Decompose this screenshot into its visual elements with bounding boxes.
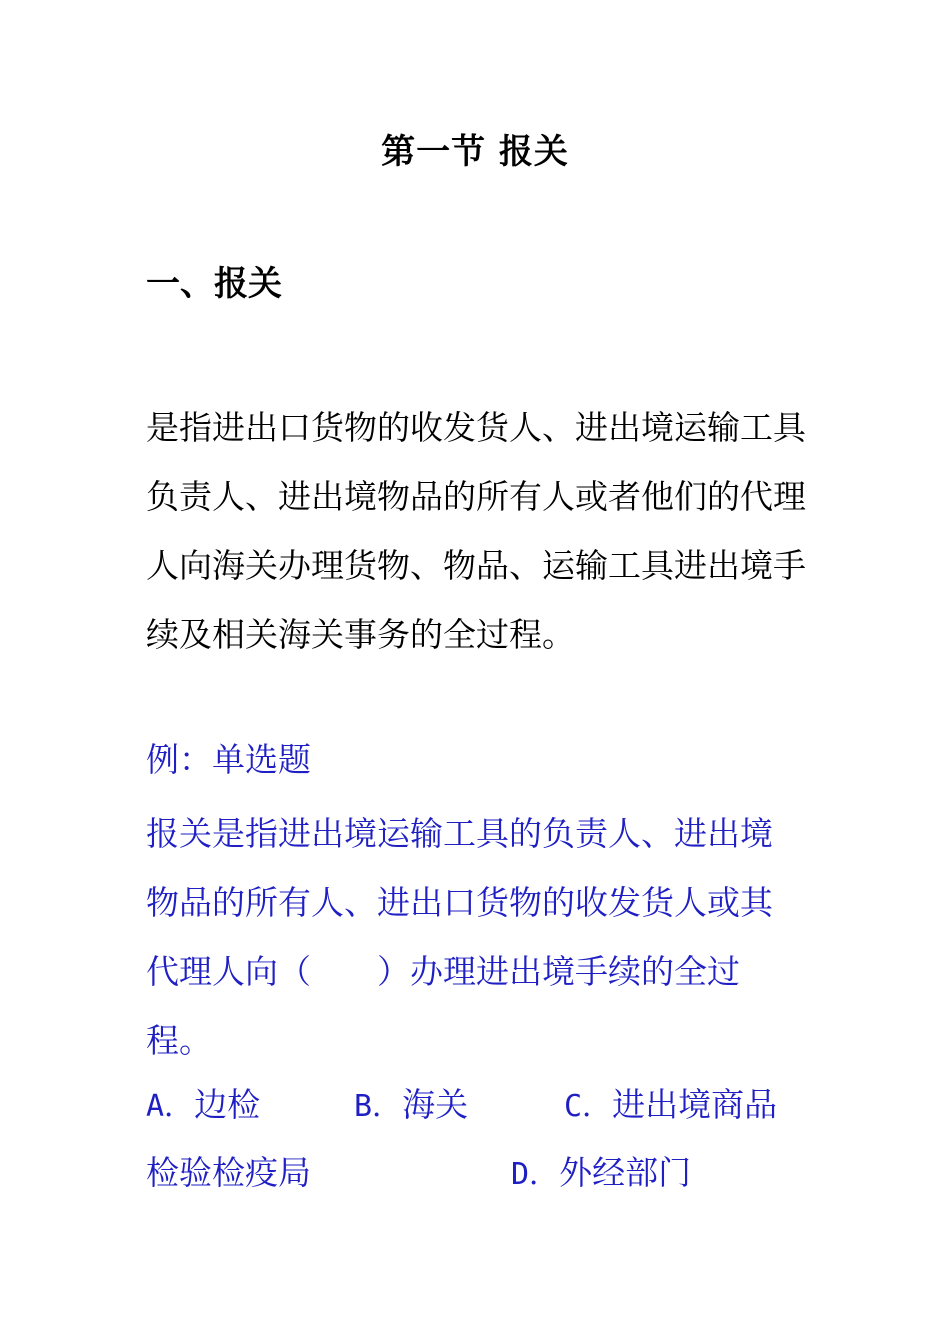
option-letter: A． — [146, 1089, 195, 1124]
section-title: 第一节 报关 — [381, 132, 569, 172]
subsection-heading: 一、报关 — [146, 264, 282, 304]
option-letter: B． — [354, 1089, 403, 1124]
option-text: 海关 — [402, 1085, 469, 1124]
option-text: 进出境商品 — [612, 1085, 778, 1124]
option-b — [354, 1078, 468, 1134]
example-label: 例：单选题 — [146, 740, 311, 779]
option-text: 外经部门 — [559, 1153, 692, 1192]
option-letter: D． — [511, 1157, 560, 1192]
definition-paragraph: 是指进出口货物的收发货人、进出境运输工具负责人、进出境物品的所有人或者他们的代理人向海关办理货物、物品、运输工具进出境手续及相关海关事务的全过程。 — [146, 408, 806, 654]
option-text: 检验检疫局 — [146, 1153, 311, 1192]
option-c-continued — [146, 1146, 311, 1200]
option-letter: C． — [564, 1089, 613, 1124]
option-d — [511, 1146, 691, 1202]
option-c — [564, 1078, 777, 1134]
option-text: 边检 — [194, 1085, 261, 1124]
example-question: 报关是指进出境运输工具的负责人、进出境物品的所有人、进出口货物的收发货人或其代理人向（ ）办理进出境手续的全过程。 — [146, 814, 773, 1060]
option-a — [146, 1078, 260, 1134]
example-block — [146, 733, 816, 1075]
